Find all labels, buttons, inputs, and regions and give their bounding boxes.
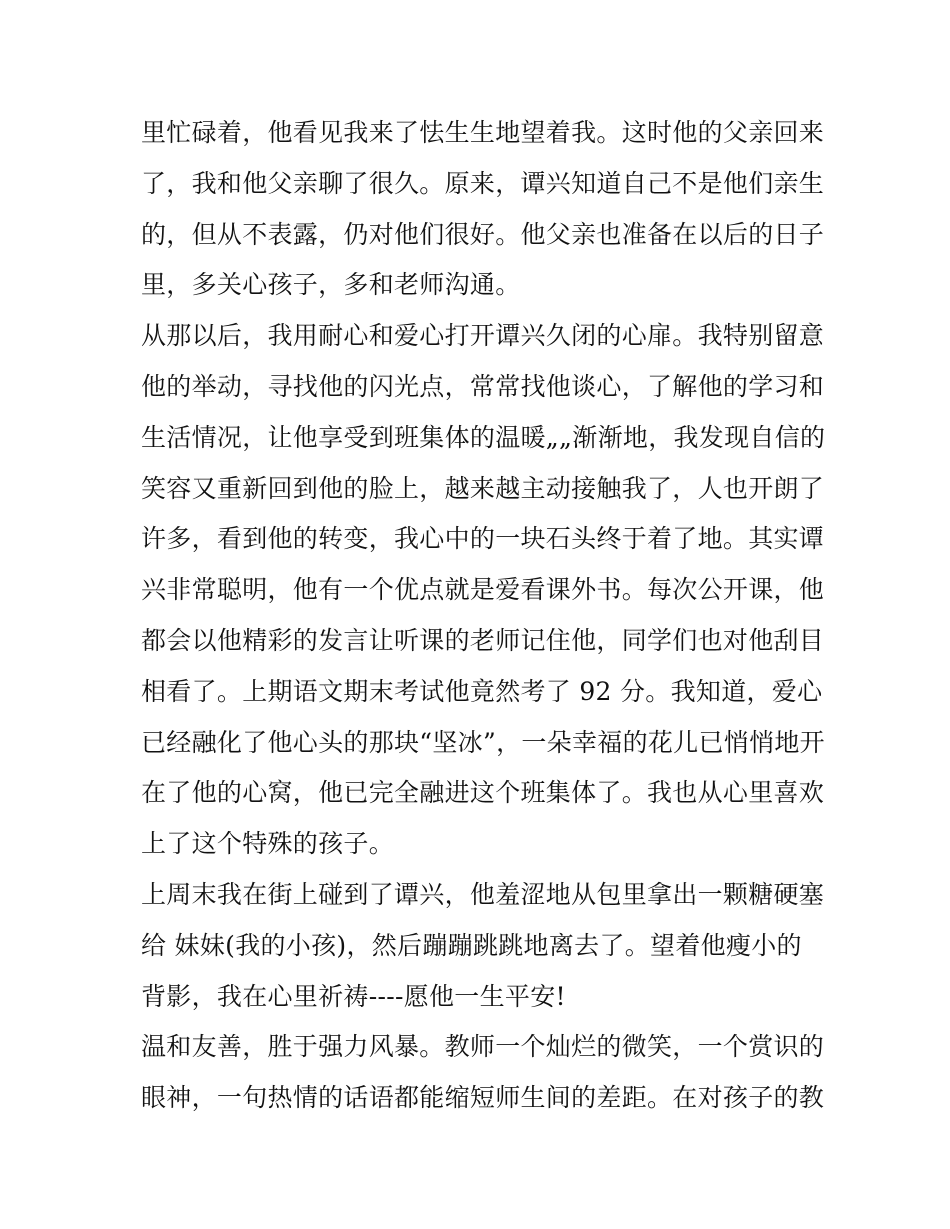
text-line: 他的举动，寻找他的闪光点，常常找他谈心，了解他的学习和 xyxy=(141,371,825,401)
text-line: 许多，看到他的转变，我心中的一块石头终于着了地。其实谭 xyxy=(141,524,825,554)
text-line: 温和友善，胜于强力风暴。教师一个灿烂的微笑，一个赏识的 xyxy=(141,1032,825,1062)
text-line: 的，但从不表露，仍对他们很好。他父亲也准备在以后的日子 xyxy=(141,219,825,249)
text-line: 兴非常聪明，他有一个优点就是爱看课外书。每次公开课，他 xyxy=(141,575,825,605)
text-line: 生活情况，让他享受到班集体的温暖„„渐渐地，我发现自信的 xyxy=(141,422,826,452)
body-text xyxy=(141,108,826,1124)
text-line: 背影，我在心里祈祷----愿他一生平安! xyxy=(141,981,566,1011)
text-line: 上周末我在街上碰到了谭兴，他羞涩地从包里拿出一颗糖硬塞 xyxy=(141,879,825,909)
text-line: 都会以他精彩的发言让听课的老师记住他，同学们也对他刮目 xyxy=(141,625,825,655)
text-line: 里，多关心孩子，多和老师沟通。 xyxy=(141,270,521,300)
text-line: 相看了。上期语文期末考试他竟然考了 92 分。我知道，爱心 xyxy=(141,676,823,706)
text-line: 已经融化了他心头的那块“坚冰”，一朵幸福的花儿已悄悄地开 xyxy=(141,727,825,757)
text-line: 在了他的心窝，他已完全融进这个班集体了。我也从心里喜欢 xyxy=(141,778,825,808)
text-line: 从那以后，我用耐心和爱心打开谭兴久闭的心扉。我特别留意 xyxy=(141,321,825,351)
text-line: 眼神，一句热情的话语都能缩短师生间的差距。在对孩子的教 xyxy=(141,1083,825,1113)
text-line: 上了这个特殊的孩子。 xyxy=(141,829,395,859)
text-line: 里忙碌着，他看见我来了怯生生地望着我。这时他的父亲回来 xyxy=(141,118,825,147)
text-line: 笑容又重新回到他的脸上，越来越主动接触我了，人也开朗了 xyxy=(141,473,825,503)
text-line: 了，我和他父亲聊了很久。原来，谭兴知道自己不是他们亲生 xyxy=(141,168,825,198)
text-line: 给 妹妹(我的小孩)，然后蹦蹦跳跳地离去了。望着他瘦小的 xyxy=(141,930,802,960)
